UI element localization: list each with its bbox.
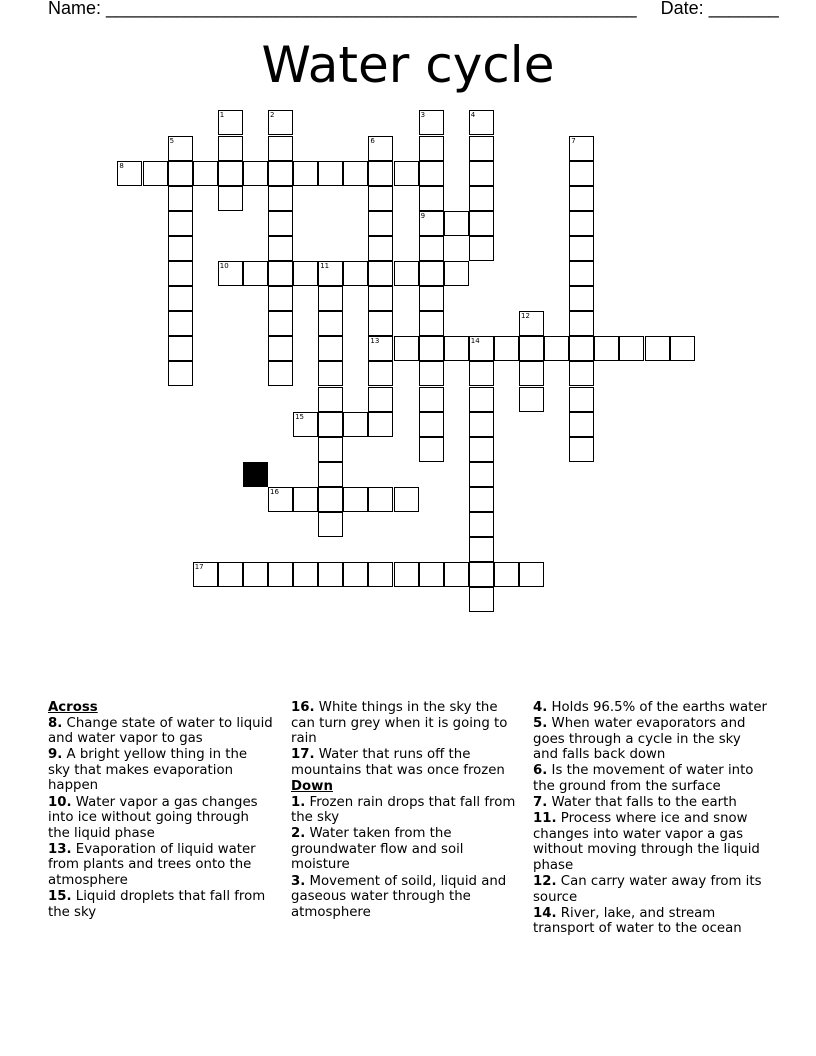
crossword-cell[interactable]: [594, 336, 619, 361]
crossword-cell[interactable]: [193, 161, 218, 186]
clue-number: 15: [295, 412, 305, 421]
crossword-cell[interactable]: [218, 562, 243, 587]
clue-column-2: [291, 700, 521, 921]
crossword-cell[interactable]: [569, 336, 594, 361]
crossword-cell[interactable]: [218, 136, 243, 161]
clue-number: 16: [270, 487, 279, 496]
crossword-cell[interactable]: [318, 512, 343, 537]
crossword-cell[interactable]: [645, 336, 670, 361]
crossword-cell[interactable]: [419, 562, 444, 587]
crossword-cell[interactable]: [544, 336, 569, 361]
clue-number: 1: [219, 111, 225, 120]
crossword-cell[interactable]: [318, 311, 343, 336]
crossword-cell[interactable]: [318, 161, 343, 186]
crossword-cell[interactable]: [670, 336, 695, 361]
crossword-cell[interactable]: [519, 562, 544, 587]
crossword-cell[interactable]: [293, 487, 318, 512]
crossword-cell[interactable]: [318, 462, 343, 487]
crossword-cell[interactable]: [343, 487, 368, 512]
clue-number: 14: [470, 337, 480, 346]
crossword-cell[interactable]: [143, 161, 168, 186]
crossword-cell[interactable]: [444, 336, 469, 361]
crossword-cell[interactable]: [419, 437, 444, 462]
crossword-cell[interactable]: [419, 336, 444, 361]
name-blank[interactable]: _____________________________________________________: [106, 0, 637, 18]
clue-down-14: 14. River, lake, and stream transport of water to the ocean: [533, 905, 742, 937]
crossword-cell[interactable]: [268, 110, 293, 135]
crossword-cell[interactable]: [268, 186, 293, 211]
date-label: Date:: [660, 0, 704, 18]
crossword-cell[interactable]: [218, 110, 243, 135]
crossword-cell[interactable]: [569, 136, 594, 161]
crossword-cell[interactable]: [168, 186, 193, 211]
crossword-cell[interactable]: [469, 487, 494, 512]
clue-across-16: 16. White things in the sky the can turn grey when it is going to rain: [291, 700, 508, 747]
crossword-cell[interactable]: [419, 236, 444, 261]
crossword-cell[interactable]: [569, 387, 594, 412]
crossword-cell[interactable]: [318, 562, 343, 587]
crossword-cell[interactable]: [394, 261, 419, 286]
name-label: Name:: [48, 0, 102, 18]
clue-number: 3: [420, 111, 426, 120]
crossword-cell[interactable]: [469, 361, 494, 386]
crossword-cell[interactable]: [268, 161, 293, 186]
crossword-cell[interactable]: [343, 161, 368, 186]
crossword-cell[interactable]: [168, 161, 193, 186]
down-heading: Down: [291, 778, 333, 794]
crossword-cell[interactable]: [117, 161, 142, 186]
crossword-cell[interactable]: [569, 236, 594, 261]
crossword-cell[interactable]: [419, 311, 444, 336]
clue-number: 2: [270, 111, 275, 120]
crossword-cell[interactable]: [218, 161, 243, 186]
crossword-cell[interactable]: [318, 361, 343, 386]
crossword-cell[interactable]: [218, 186, 243, 211]
crossword-cell[interactable]: [494, 562, 519, 587]
crossword-cell[interactable]: [368, 211, 393, 236]
crossword-cell[interactable]: [168, 236, 193, 261]
crossword-cell[interactable]: [268, 487, 293, 512]
crossword-cell[interactable]: [268, 562, 293, 587]
crossword-cell[interactable]: [368, 186, 393, 211]
crossword-cell[interactable]: [168, 311, 193, 336]
clue-number: 11: [320, 262, 330, 270]
clue-down-7: 7. Water that falls to the earth: [533, 795, 737, 811]
crossword-cell[interactable]: [469, 236, 494, 261]
crossword-cell[interactable]: [419, 387, 444, 412]
crossword-cell[interactable]: [368, 412, 393, 437]
crossword-cell[interactable]: [343, 562, 368, 587]
clue-down-3: 3. Movement of soild, liquid and gaseous water through the atmosphere: [291, 873, 507, 920]
clue-down-11: 11. Process where ice and snow changes into water vapor a gas without moving through the liquid phase: [533, 811, 760, 873]
crossword-cell[interactable]: [469, 562, 494, 587]
crossword-cell[interactable]: [293, 261, 318, 286]
crossword-cell[interactable]: [268, 361, 293, 386]
clue-number: 5: [169, 136, 175, 145]
crossword-cell[interactable]: [368, 487, 393, 512]
page-title: Water cycle: [261, 36, 555, 94]
clue-across-9: 9. A bright yellow thing in the sky that makes evaporation happen: [48, 747, 248, 794]
clue-across-8: 8. Change state of water to liquid and water vapor to gas: [48, 715, 273, 747]
clue-number: 12: [521, 312, 530, 321]
crossword-cell[interactable]: [268, 336, 293, 361]
crossword-cell[interactable]: [268, 286, 293, 311]
crossword-cell[interactable]: [469, 512, 494, 537]
crossword-cell[interactable]: [469, 186, 494, 211]
crossword-cell[interactable]: [318, 412, 343, 437]
clue-number: 8: [119, 161, 124, 170]
crossword-cell[interactable]: [268, 136, 293, 161]
crossword-cell[interactable]: [318, 261, 343, 286]
clue-down-2: 2. Water taken from the groundwater flow and soil moisture: [291, 826, 464, 873]
crossword-cell[interactable]: [569, 186, 594, 211]
crossword-cell[interactable]: [469, 537, 494, 562]
crossword-cell[interactable]: [469, 110, 494, 135]
crossword-cell[interactable]: [368, 361, 393, 386]
crossword-cell[interactable]: [469, 136, 494, 161]
crossword-cell[interactable]: [168, 261, 193, 286]
crossword-cell[interactable]: [368, 161, 393, 186]
crossword-cell[interactable]: [368, 286, 393, 311]
crossword-cell[interactable]: [419, 261, 444, 286]
clue-number: 17: [194, 563, 204, 572]
crossword-cell[interactable]: [268, 211, 293, 236]
crossword-cell[interactable]: [193, 562, 218, 587]
crossword-cell[interactable]: [444, 261, 469, 286]
crossword-cell[interactable]: [569, 286, 594, 311]
crossword-cell[interactable]: [519, 361, 544, 386]
crossword-cell[interactable]: [243, 261, 268, 286]
crossword-cell[interactable]: [368, 336, 393, 361]
crossword-cell[interactable]: [318, 437, 343, 462]
crossword-cell[interactable]: [394, 336, 419, 361]
crossword-cell[interactable]: [419, 211, 444, 236]
crossword-cell[interactable]: [419, 412, 444, 437]
clue-column-3: [533, 700, 768, 937]
crossword-cell[interactable]: [419, 161, 444, 186]
crossword-cell[interactable]: [318, 286, 343, 311]
crossword-cell[interactable]: [419, 186, 444, 211]
crossword-cell[interactable]: [168, 336, 193, 361]
crossword-cell[interactable]: [569, 211, 594, 236]
crossword-cell[interactable]: [368, 562, 393, 587]
crossword-cell[interactable]: [444, 211, 469, 236]
crossword-cell[interactable]: [469, 336, 494, 361]
clue-number: 6: [370, 136, 375, 145]
clue-across-10: 10. Water vapor a gas changes into ice without going through the liquid phase: [48, 794, 258, 841]
clue-across-13: 13. Evaporation of liquid water from plants and trees onto the atmosphere: [48, 841, 256, 889]
clue-down-4: 4. Holds 96.5% of the earths water: [533, 700, 768, 715]
black-square: [243, 462, 268, 487]
crossword-cell[interactable]: [318, 487, 343, 512]
crossword-cell[interactable]: [368, 236, 393, 261]
crossword-cell[interactable]: [168, 361, 193, 386]
clue-across-17: 17. Water that runs off the mountains that was once frozen: [291, 747, 505, 778]
clue-across-15: 15. Liquid droplets that fall from the sky: [48, 889, 266, 920]
crossword-cell[interactable]: [519, 311, 544, 336]
crossword-cell[interactable]: [469, 412, 494, 437]
clue-number: 4: [470, 111, 476, 120]
crossword-cell[interactable]: [569, 412, 594, 437]
crossword-cell[interactable]: [519, 336, 544, 361]
crossword-cell[interactable]: [268, 261, 293, 286]
crossword-cell[interactable]: [268, 311, 293, 336]
crossword-cell[interactable]: [368, 311, 393, 336]
crossword-cell[interactable]: [243, 562, 268, 587]
crossword-cell[interactable]: [444, 562, 469, 587]
clue-down-1: 1. Frozen rain drops that fall from the sky: [291, 794, 516, 826]
crossword-cell[interactable]: [394, 562, 419, 587]
crossword-cell[interactable]: [569, 261, 594, 286]
crossword-cell[interactable]: [343, 412, 368, 437]
crossword-cell[interactable]: [469, 161, 494, 186]
crossword-cell[interactable]: [218, 261, 243, 286]
crossword-cell[interactable]: [318, 336, 343, 361]
crossword-cell[interactable]: [368, 136, 393, 161]
clue-number: 13: [370, 337, 380, 346]
crossword-cell[interactable]: [394, 161, 419, 186]
crossword-cell[interactable]: [619, 336, 644, 361]
crossword-cell[interactable]: [419, 110, 444, 135]
crossword-cell[interactable]: [318, 387, 343, 412]
across-heading: Across: [48, 700, 98, 715]
crossword-cell[interactable]: [343, 261, 368, 286]
crossword-cell[interactable]: [494, 336, 519, 361]
clue-down-12: 12. Can carry water away from its source: [533, 874, 762, 905]
crossword-cell[interactable]: [469, 387, 494, 412]
crossword-cell[interactable]: [243, 161, 268, 186]
crossword-cell[interactable]: [293, 562, 318, 587]
crossword-cell[interactable]: [368, 387, 393, 412]
crossword-cell[interactable]: [469, 462, 494, 487]
crossword-cell[interactable]: [168, 211, 193, 236]
clue-number: 9: [420, 211, 426, 220]
crossword-cell[interactable]: [569, 161, 594, 186]
crossword-cell[interactable]: [293, 161, 318, 186]
crossword-cell[interactable]: [469, 587, 494, 612]
crossword-cell[interactable]: [569, 361, 594, 386]
date-blank[interactable]: _______: [708, 0, 779, 18]
crossword-cell[interactable]: [569, 311, 594, 336]
crossword-cell[interactable]: [419, 361, 444, 386]
crossword-cell[interactable]: [569, 437, 594, 462]
crossword-cell[interactable]: [268, 236, 293, 261]
crossword-cell[interactable]: [168, 286, 193, 311]
crossword-cell[interactable]: [419, 286, 444, 311]
crossword-cell[interactable]: [519, 387, 544, 412]
crossword-cell[interactable]: [168, 136, 193, 161]
clue-number: 10: [219, 262, 229, 270]
crossword-cell[interactable]: [469, 437, 494, 462]
crossword-cell[interactable]: [469, 211, 494, 236]
crossword-cell[interactable]: [368, 261, 393, 286]
clue-down-5: 5. When water evaporators and goes through a cycle in the sky and falls back down: [533, 716, 746, 763]
crossword-cell[interactable]: [394, 487, 419, 512]
clue-number: 7: [571, 136, 576, 145]
crossword-cell[interactable]: [293, 412, 318, 437]
clue-down-6: 6. Is the movement of water into the ground from the surface: [533, 763, 754, 794]
crossword-cell[interactable]: [419, 136, 444, 161]
clue-column-1: [48, 700, 273, 921]
